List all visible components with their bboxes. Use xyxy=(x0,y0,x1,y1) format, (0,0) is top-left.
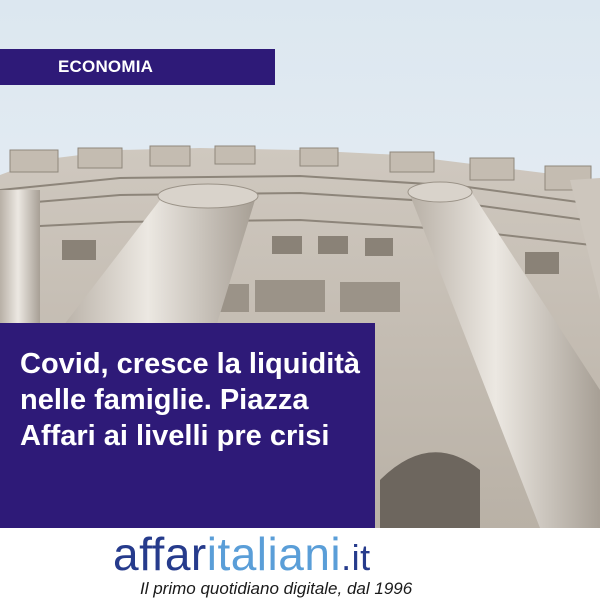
section-label: ECONOMIA xyxy=(58,57,154,76)
headline-box xyxy=(0,323,375,528)
logo-part-italiani: italiani xyxy=(206,528,342,580)
brand-footer xyxy=(0,528,600,600)
section-tag[interactable] xyxy=(0,49,275,85)
logo-part-affar: affar xyxy=(113,528,207,580)
brand-tagline: Il primo quotidiano digitale, dal 1996 xyxy=(140,579,413,598)
headline-title[interactable]: Covid, cresce la liquidità nelle famiglie. Piazza Affari ai livelli pre crisi xyxy=(20,348,361,452)
logo-suffix: .it xyxy=(341,537,371,578)
affaritaliani-logo[interactable] xyxy=(113,530,371,578)
